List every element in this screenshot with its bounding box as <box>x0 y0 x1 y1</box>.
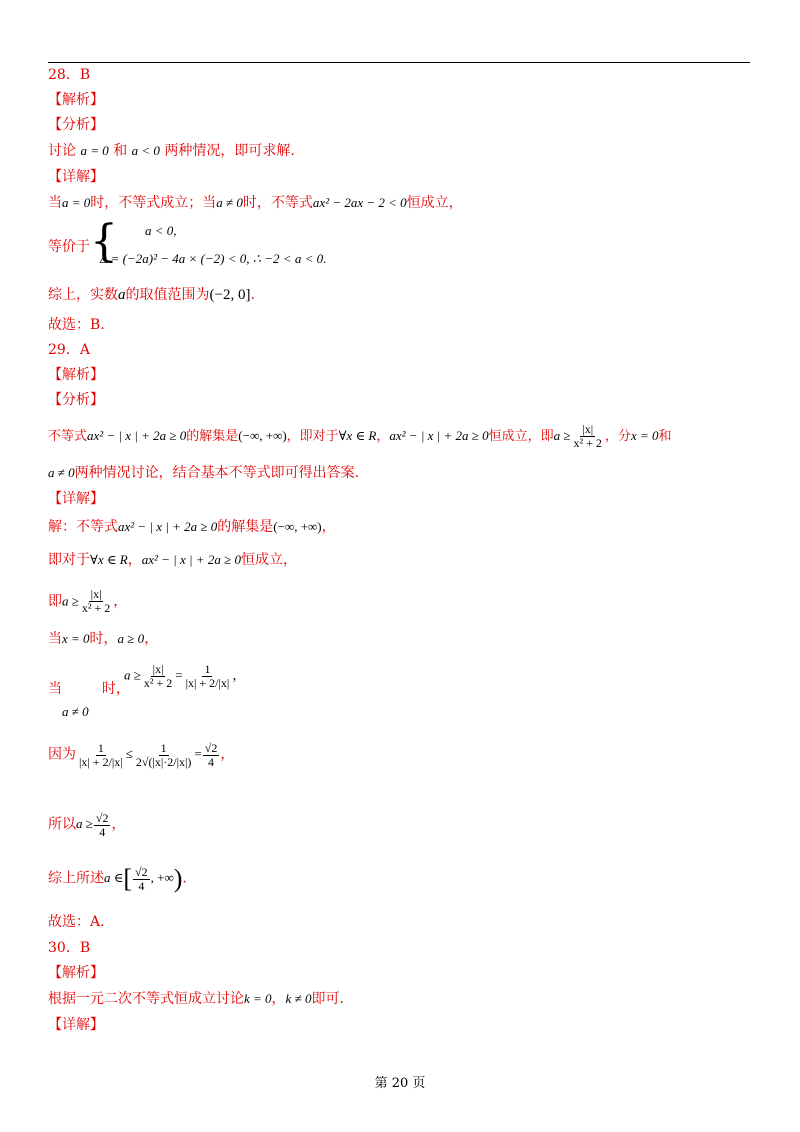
q28-summary: 综上，实数a的取值范围为(−2, 0]. <box>48 287 255 303</box>
q28-system-brace: { <box>90 216 118 267</box>
q29-xiangjie-label: 【详解】 <box>48 491 104 507</box>
q28-answer: 故选：B. <box>48 317 105 333</box>
q28-xiangjie-label: 【详解】 <box>48 169 104 185</box>
q29-d7-fraction: $\frac{√2}{4}$ <box>95 811 109 839</box>
q29-d3-fraction: $\frac{|x|}{\text{x² + 2}}$ <box>81 587 111 615</box>
q29-d5-expression: a ≥ $\frac{|x|}{\text{x² + 2}}$ = $\frac{1}{|x| + 2/|x|}$ ， <box>124 662 246 690</box>
q29-detail-line3: 即a ≥ $\frac{|x|}{\text{x² + 2}}$ ， <box>48 587 128 615</box>
q28-fenxi-text: 讨论 a = 0 和 a < 0 两种情况，即可求解. <box>48 143 295 159</box>
q29-d5-fraction2: $\frac{1}{|x| + 2/|x|}$ <box>185 662 230 690</box>
q29-detail-line1: 解：不等式ax² − | x | + 2a ≥ 0的解集是(−∞, +∞)， <box>48 519 336 535</box>
q28-system-line2: Δ = (−2a)² − 4a × (−2) < 0, ∴ −2 < a < 0. <box>100 251 327 266</box>
q29-detail-line8: 综上所述a ∈[ $\frac{√2}{4}$ , +∞). <box>48 864 187 894</box>
q29-heading: 29．A <box>48 342 90 358</box>
q29-d5-condition: a ≠ 0 <box>62 704 89 719</box>
q29-d8-fraction: $\frac{√2}{4}$ <box>135 865 148 893</box>
q29-jiexi-label: 【解析】 <box>48 367 104 383</box>
q30-jiexi-label: 【解析】 <box>48 965 104 981</box>
q29-detail-line4: 当x = 0时，a ≥ 0， <box>48 631 159 647</box>
q28-system-line1: a < 0, <box>145 223 177 238</box>
q30-xiangjie-label: 【详解】 <box>48 1017 104 1033</box>
q28-fenxi-label: 【分析】 <box>48 117 104 133</box>
q29-d6-fraction3: $\frac{√2}{4}$ <box>204 741 218 769</box>
q29-d6-fraction1: $\frac{1}{|x| + 2/|x|}$ <box>79 741 123 769</box>
q29-detail-line2: 即对于∀x ∈ R，ax² − | x | + 2a ≥ 0恒成立， <box>48 552 297 568</box>
q28-heading: 28．B <box>48 67 91 83</box>
q29-d5-fraction1: $\frac{|x|}{\text{x² + 2}}$ <box>143 662 173 690</box>
q30-text: 根据一元二次不等式恒成立讨论k = 0，k ≠ 0即可. <box>48 991 344 1007</box>
q28-detail-line1: 当a = 0时，不等式成立；当a ≠ 0时，不等式ax² − 2ax − 2 < 0恒成立， <box>48 195 463 211</box>
q28-jiexi-label: 【解析】 <box>48 92 104 108</box>
q29-d6-fraction2: $\frac{1}{2√(|x|\cdot 2/|x|)}$ <box>135 741 192 769</box>
q29-answer: 故选：A. <box>48 914 105 930</box>
q28-equiv-label: 等价于 <box>48 239 90 255</box>
header-rule <box>48 62 750 63</box>
q30-heading: 30．B <box>48 940 91 956</box>
q29-detail-line5: 当 时， <box>48 681 130 697</box>
q29-fenxi-text: 不等式ax² − | x | + 2a ≥ 0的解集是(−∞, +∞)，即对于∀x ∈ R，ax² − | x | + 2a ≥ 0恒成立，即a ≥ $\frac{|x|}{\text{x² + 2}}$ ，分x = 0和 <box>48 422 672 450</box>
q29-fenxi-label: 【分析】 <box>48 392 104 408</box>
q29-fenxi-fraction: $\frac{|x|}{\text{x² + 2}}$ <box>573 422 602 450</box>
q29-fenxi-text2: a ≠ 0两种情况讨论，结合基本不等式即可得出答案. <box>48 465 360 481</box>
q29-detail-line6: 因为 $\frac{1}{|x| + 2/|x|}$ ≤ $\frac{1}{2√(|x|\cdot 2/|x|)}$ = $\frac{√2}{4}$ ， <box>48 741 235 769</box>
page-number: 第 20 页 <box>374 1076 426 1091</box>
q29-detail-line7: 所以a ≥ $\frac{√2}{4}$ ， <box>48 811 126 839</box>
